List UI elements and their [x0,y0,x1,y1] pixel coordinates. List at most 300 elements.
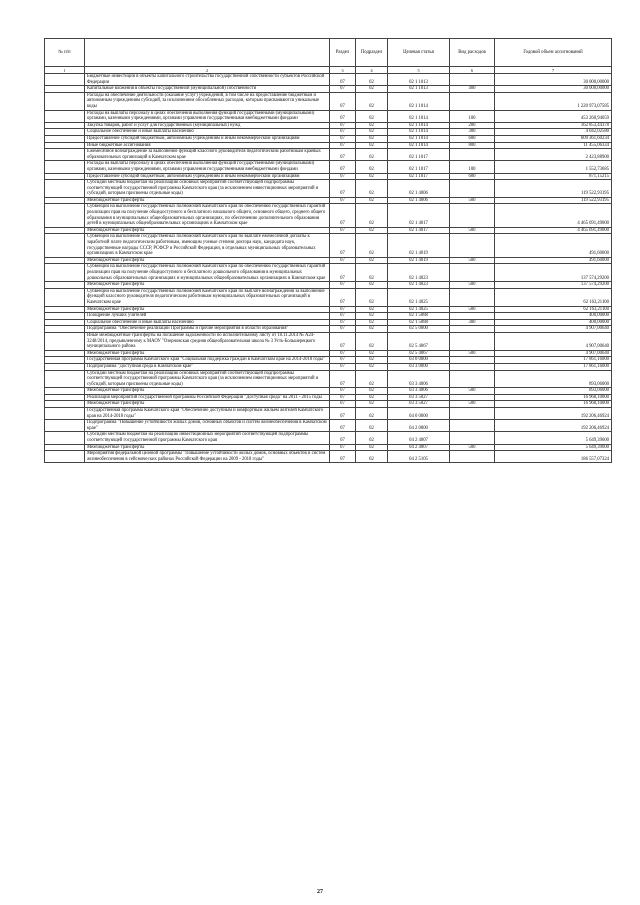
row-podrazdel: 02 [356,129,388,136]
table-row [45,173,612,180]
table-row [45,92,612,110]
row-amount: 491,60000 [495,234,612,257]
row-expense-type [450,74,495,86]
row-amount: 137 574,29200 [495,264,612,282]
row-podrazdel: 02 [356,394,388,401]
row-razdel: 07 [330,142,356,149]
row-name: Социальное обеспечение и иные выплаты населению [85,129,330,136]
row-podrazdel: 02 [356,432,388,444]
header-amount: Годовой объем ассигнований [495,39,612,67]
table-row [45,135,612,142]
row-number [45,197,85,204]
row-number [45,74,85,86]
row-amount: 491,60000 [495,257,612,264]
row-name: Государственная программа Камчатского края "Социальная поддержка граждан в Камчатском крае на 2014-2018 годы" [85,357,330,364]
row-name: Подпрограмма "Повышение устойчивости жилых домов, основных объектов и систем жизнеобеспечения в Камчатском крае" [85,420,330,432]
row-razdel: 07 [330,227,356,234]
row-name: Субвенции на выполнение государственных полномочий Камчатского края по выплате вознаграждения за выполнение функций классного руководителя педагогическим работникам муниципальных образовательных организаций в Камчатском крае [85,288,330,306]
row-name: Межбюджетные трансферты [85,197,330,204]
row-expense-type [450,264,495,282]
row-razdel: 07 [330,401,356,408]
row-razdel: 07 [330,408,356,420]
row-target: 04 2 0000 [388,420,450,432]
row-name: Иные межбюджетные трансферты на погашение задолженности по исполнительному листу от 18.11.2014 № А24-3248/2014, предъявленному к МАОУ "Озерновская средняя общеобразовательная школа № 3 Усть-Большерецкого муниципального района [85,332,330,350]
row-amount: 17 861,16000 [495,363,612,370]
row-amount: 2 423,88900 [495,149,612,161]
row-razdel: 07 [330,288,356,306]
row-razdel: 07 [330,420,356,432]
row-name: Поощрение лучших учителей [85,313,330,320]
row-podrazdel: 02 [356,74,388,86]
table-row [45,451,612,463]
row-target: 02 1 1014 [388,92,450,110]
table-row [45,234,612,257]
row-expense-type: 500 [450,282,495,289]
row-amount: 1 220 973,07585 [495,92,612,110]
row-amount: 137 574,29200 [495,282,612,289]
row-name: Субвенции на выполнение государственных полномочий Камчатского края по выплате ежемесячной доплаты к заработной плате педагогическим работникам, имеющим ученые степени доктора наук, кандидата наук, государственные награды СССР, РСФСР и Российской Федерации, в отдельных муниципальных образовательных организациях в Камчатском крае [85,234,330,257]
row-amount: 871,15215 [495,173,612,180]
row-amount: 162 853,44378 [495,122,612,129]
row-number [45,227,85,234]
row-podrazdel: 02 [356,92,388,110]
row-number [45,451,85,463]
row-name: Предоставление субсидий бюджетным, автономным учреждениям и иным некоммерческим организациям [85,135,330,142]
row-target: 02 1 5088 [388,313,450,320]
row-razdel: 07 [330,173,356,180]
row-expense-type: 100 [450,161,495,173]
row-expense-type [450,451,495,463]
row-target: 02 1 4006 [388,180,450,198]
row-razdel: 07 [330,92,356,110]
row-name: Реализация мероприятий государственной программы Российской Федерации "Доступная среда" на 2011 - 2015 годы [85,394,330,401]
row-target: 02 1 1017 [388,149,450,161]
row-expense-type [450,357,495,364]
row-number [45,357,85,364]
row-target: 02 1 1014 [388,129,450,136]
row-amount: 11 455,06334 [495,142,612,149]
table-row [45,74,612,86]
row-expense-type: 600 [450,173,495,180]
row-target: 02 1 1013 [388,74,450,86]
row-podrazdel: 02 [356,180,388,198]
row-podrazdel: 02 [356,363,388,370]
row-podrazdel: 02 [356,357,388,364]
row-amount: 119 522,93195 [495,180,612,198]
row-amount: 400,00000 [495,319,612,326]
row-podrazdel: 02 [356,319,388,326]
row-name: Межбюджетные трансферты [85,388,330,395]
budget-table [44,38,612,463]
row-podrazdel: 02 [356,197,388,204]
row-podrazdel: 02 [356,306,388,313]
row-name: Субвенции на выполнение государственных полномочий Камчатского края по обеспечению государственных гарантий реализации прав на получение общедоступного и бесплатного дошкольного образования в муниципальных дошкольных образовательных организациях и муниципальных общеобразовательных организациях в Камчатском крае [85,264,330,282]
column-number: 4 [356,67,388,74]
row-expense-type [450,363,495,370]
row-target: 02 1 4023 [388,264,450,282]
table-row [45,420,612,432]
row-amount: 30 000,00000 [495,86,612,93]
row-amount: 119 522,93195 [495,197,612,204]
row-expense-type [450,234,495,257]
row-name: Закупка товаров, работ и услуг для государственных (муниципальных) нужд [85,122,330,129]
row-name: Расходы на обеспечение деятельности (оказание услуг) учреждений, в том числе на предоставление бюджетным и автономным учреждениям субсидий, за исключением обособленных расходов, которым присваиваются уникальные коды [85,92,330,110]
table-row [45,444,612,451]
row-podrazdel: 02 [356,149,388,161]
row-expense-type: 500 [450,350,495,357]
row-name: Бюджетные инвестиции в объекты капитального строительства государственной собственности субъектов Российской Федерации [85,74,330,86]
row-amount: 453 260,94059 [495,110,612,122]
row-podrazdel: 02 [356,257,388,264]
column-number: 6 [450,67,495,74]
table-row [45,149,612,161]
table-row [45,129,612,136]
header-num: № п/п [45,39,85,67]
row-number [45,110,85,122]
row-podrazdel: 02 [356,288,388,306]
row-expense-type: 300 [450,129,495,136]
row-target: 02 1 4025 [388,288,450,306]
row-expense-type [450,394,495,401]
row-razdel: 07 [330,197,356,204]
row-target: 02 1 4019 [388,257,450,264]
row-expense-type: 500 [450,444,495,451]
table-row [45,357,612,364]
row-number [45,408,85,420]
row-podrazdel: 02 [356,227,388,234]
row-razdel: 07 [330,149,356,161]
row-razdel: 07 [330,282,356,289]
row-number [45,313,85,320]
row-amount: 30 000,00000 [495,74,612,86]
row-name: Субсидии местным бюджетам на реализацию основных мероприятий соответствующей подпрограммы соответствующей государственной программы Камчатского края (за исключением инвестиционных мероприятий и субсидий, которым присвоены отдельные коды) [85,370,330,388]
row-razdel: 07 [330,363,356,370]
row-podrazdel: 02 [356,313,388,320]
row-expense-type [450,332,495,350]
row-amount: 62 163,21100 [495,288,612,306]
table-row [45,197,612,204]
table-row [45,282,612,289]
row-razdel: 07 [330,444,356,451]
header-podrazdel: Подраздел [356,39,388,67]
row-podrazdel: 02 [356,326,388,333]
row-expense-type [450,92,495,110]
row-name: Предоставление субсидий бюджетным, автономным учреждениям и иным некоммерческим организациям [85,173,330,180]
row-expense-type [450,204,495,227]
row-target: 03 3 0000 [388,363,450,370]
row-name: Расходы на выплаты персоналу в целях обеспечения выполнения функций государственными (муниципальными) органами, казенными учреждениями, органами управления государственными внебюджетными фондами [85,161,330,173]
row-number [45,444,85,451]
row-razdel: 07 [330,86,356,93]
row-name: Субсидии местным бюджетам на реализацию инвестиционных мероприятий соответствующей подпрограммы соответствующей государственной программы Камчатского края [85,432,330,444]
table-row [45,264,612,282]
row-target: 02 1 1013 [388,86,450,93]
row-number [45,370,85,388]
row-podrazdel: 02 [356,204,388,227]
table-row [45,288,612,306]
row-name: Иные бюджетные ассигнования [85,142,330,149]
row-number [45,173,85,180]
table-row [45,227,612,234]
row-target: 02 1 1014 [388,110,450,122]
table-row [45,332,612,350]
row-podrazdel: 02 [356,420,388,432]
table-row [45,257,612,264]
row-number [45,332,85,350]
row-expense-type [450,420,495,432]
table-row [45,204,612,227]
row-number [45,86,85,93]
row-razdel: 07 [330,264,356,282]
row-podrazdel: 02 [356,86,388,93]
column-number: 7 [495,67,612,74]
row-name: Социальное обеспечение и иные выплаты населению [85,319,330,326]
row-razdel: 07 [330,313,356,320]
row-name: Межбюджетные трансферты [85,401,330,408]
row-number [45,142,85,149]
column-number-row [45,67,612,74]
table-row [45,388,612,395]
row-razdel: 07 [330,129,356,136]
row-podrazdel: 02 [356,282,388,289]
row-razdel: 07 [330,306,356,313]
row-number [45,401,85,408]
row-amount: 4 042,02580 [495,129,612,136]
row-target: 02 1 4017 [388,204,450,227]
row-name: Ежемесячное вознаграждение за выполнение функций классного руководителя педагогическим работникам краевых образовательных организаций в Камчатском крае [85,149,330,161]
row-target: 02 1 1017 [388,161,450,173]
row-expense-type: 400 [450,86,495,93]
row-amount: 4 907,00640 [495,350,612,357]
row-target: 03 3 5027 [388,394,450,401]
page-number: 27 [317,889,323,895]
row-number [45,420,85,432]
row-podrazdel: 02 [356,122,388,129]
table-row [45,408,612,420]
row-razdel: 07 [330,135,356,142]
row-razdel: 07 [330,74,356,86]
row-target: 04 2 5105 [388,451,450,463]
row-razdel: 07 [330,234,356,257]
row-expense-type: 300 [450,319,495,326]
header-row [45,39,612,67]
row-number [45,282,85,289]
column-number: 3 [330,67,356,74]
row-target: 02 1 1014 [388,122,450,129]
row-name: Расходы на выплаты персоналу в целях обеспечения выполнения функций государственными (муниципальными) органами, казенными учреждениями, органами управления государственными внебюджетными фондами [85,110,330,122]
row-expense-type: 100 [450,110,495,122]
row-number [45,234,85,257]
row-number [45,264,85,282]
row-target: 04 0 0000 [388,408,450,420]
row-amount: 192 206,46924 [495,420,612,432]
table-row [45,180,612,198]
row-target: 03 3 4006 [388,370,450,388]
row-amount: 17 861,16000 [495,357,612,364]
row-amount: 192 206,46924 [495,408,612,420]
row-razdel: 07 [330,451,356,463]
row-podrazdel: 02 [356,264,388,282]
row-expense-type [450,408,495,420]
table-row [45,326,612,333]
row-razdel: 07 [330,370,356,388]
row-number [45,432,85,444]
row-name: Мероприятия федеральной целевой программы "Повышение устойчивости жилых домов, основных объектов и систем жизнеобеспечения в сейсмических районах Российской Федерации на 2009 - 2018 годы" [85,451,330,463]
row-podrazdel: 02 [356,408,388,420]
row-number [45,204,85,227]
row-razdel: 07 [330,388,356,395]
row-expense-type: 500 [450,388,495,395]
row-podrazdel: 02 [356,451,388,463]
row-target: 02 1 4019 [388,234,450,257]
row-target: 02 1 4023 [388,282,450,289]
row-podrazdel: 02 [356,173,388,180]
row-amount: 400,00000 [495,313,612,320]
row-target: 02 5 0000 [388,326,450,333]
row-number [45,288,85,306]
row-target: 02 1 4025 [388,306,450,313]
row-name: Подпрограмма "Обеспечение реализации Программы и прочие мероприятия в области образования" [85,326,330,333]
header-razdel: Раздел [330,39,356,67]
row-amount: 4 907,00640 [495,326,612,333]
row-amount: 4 465 691,49000 [495,227,612,234]
row-expense-type: 500 [450,197,495,204]
row-target: 02 1 1017 [388,173,450,180]
row-podrazdel: 02 [356,110,388,122]
row-name: Субвенции на выполнение государственных полномочий Камчатского края по обеспечению государственных гарантий реализации прав на получение общедоступного и бесплатного начального общего, основного общего, среднего общего образования в муниципальных общеобразовательных организациях, по обеспечению дополнительного образования детей в муниципальных общеобразовательных организациях в Камчатском крае [85,204,330,227]
row-number [45,180,85,198]
row-razdel: 07 [330,357,356,364]
row-amount: 62 163,21100 [495,306,612,313]
row-podrazdel: 02 [356,332,388,350]
row-podrazdel: 02 [356,444,388,451]
row-expense-type: 500 [450,306,495,313]
row-number [45,326,85,333]
column-number: 1 [45,67,85,74]
row-podrazdel: 02 [356,161,388,173]
row-number [45,92,85,110]
table-row [45,142,612,149]
table-row [45,161,612,173]
row-razdel: 07 [330,122,356,129]
row-amount: 1 552,73685 [495,161,612,173]
row-number [45,319,85,326]
row-expense-type: 500 [450,401,495,408]
table-row [45,394,612,401]
column-number: 2 [85,67,330,74]
row-number [45,257,85,264]
row-number [45,122,85,129]
row-name: Субсидии местным бюджетам на реализацию основных мероприятий соответствующей подпрограммы соответствующей государственной программы Камчатского края (за исключением инвестиционных мероприятий и субсидий, которым присвоены отдельные коды) [85,180,330,198]
row-razdel: 07 [330,180,356,198]
table-row [45,432,612,444]
row-amount: 4 907,00640 [495,332,612,350]
row-target: 02 1 1014 [388,135,450,142]
column-number: 5 [388,67,450,74]
table-row [45,122,612,129]
row-razdel: 07 [330,350,356,357]
row-name: Государственная программа Камчатского края "Обеспечение доступным и комфортным жильем жителей Камчатского края на 2014-2018 годы" [85,408,330,420]
table-row [45,401,612,408]
row-number [45,161,85,173]
table-row [45,306,612,313]
row-razdel: 07 [330,319,356,326]
row-expense-type: 500 [450,257,495,264]
row-razdel: 07 [330,204,356,227]
table-row [45,350,612,357]
row-number [45,129,85,136]
row-razdel: 07 [330,161,356,173]
table-row [45,110,612,122]
row-expense-type [450,370,495,388]
row-podrazdel: 02 [356,234,388,257]
row-expense-type: 500 [450,227,495,234]
row-target: 02 5 4067 [388,350,450,357]
row-amount: 4 465 691,49000 [495,204,612,227]
row-target: 02 1 4006 [388,197,450,204]
table-body [45,74,612,463]
row-name: Подпрограмма "Доступная среда в Камчатском крае" [85,363,330,370]
row-number [45,306,85,313]
row-amount: 893,06000 [495,388,612,395]
row-expense-type [450,288,495,306]
row-podrazdel: 02 [356,142,388,149]
row-expense-type: 600 [450,135,495,142]
row-razdel: 07 [330,326,356,333]
row-amount: 16 968,10000 [495,394,612,401]
row-number [45,135,85,142]
row-amount: 186 557,07324 [495,451,612,463]
row-amount: 5 649,39600 [495,432,612,444]
row-podrazdel: 02 [356,388,388,395]
row-podrazdel: 02 [356,370,388,388]
row-razdel: 07 [330,332,356,350]
row-expense-type [450,180,495,198]
row-name: Межбюджетные трансферты [85,257,330,264]
row-target: 04 2 4007 [388,444,450,451]
row-target: 02 1 5088 [388,319,450,326]
row-number [45,394,85,401]
row-target: 02 1 4017 [388,227,450,234]
row-name: Капитальные вложения в объекты государственной (муниципальной) собственности [85,86,330,93]
row-name: Межбюджетные трансферты [85,282,330,289]
row-target: 03 3 4006 [388,388,450,395]
row-amount: 609 361,60234 [495,135,612,142]
row-expense-type [450,149,495,161]
row-number [45,149,85,161]
row-razdel: 07 [330,432,356,444]
table-row [45,363,612,370]
row-name: Межбюджетные трансферты [85,444,330,451]
table-row [45,86,612,93]
row-podrazdel: 02 [356,350,388,357]
row-name: Межбюджетные трансферты [85,350,330,357]
row-expense-type: 200 [450,122,495,129]
row-number [45,363,85,370]
row-target: 02 5 4067 [388,332,450,350]
header-expense-type: Вид расходов [450,39,495,67]
header-target: Целевая статья [388,39,450,67]
table-row [45,370,612,388]
row-razdel: 07 [330,394,356,401]
row-number [45,388,85,395]
row-amount: 893,06000 [495,370,612,388]
row-podrazdel: 02 [356,135,388,142]
row-expense-type: 800 [450,142,495,149]
row-amount: 16 968,10000 [495,401,612,408]
row-number [45,350,85,357]
header-name [85,39,330,67]
